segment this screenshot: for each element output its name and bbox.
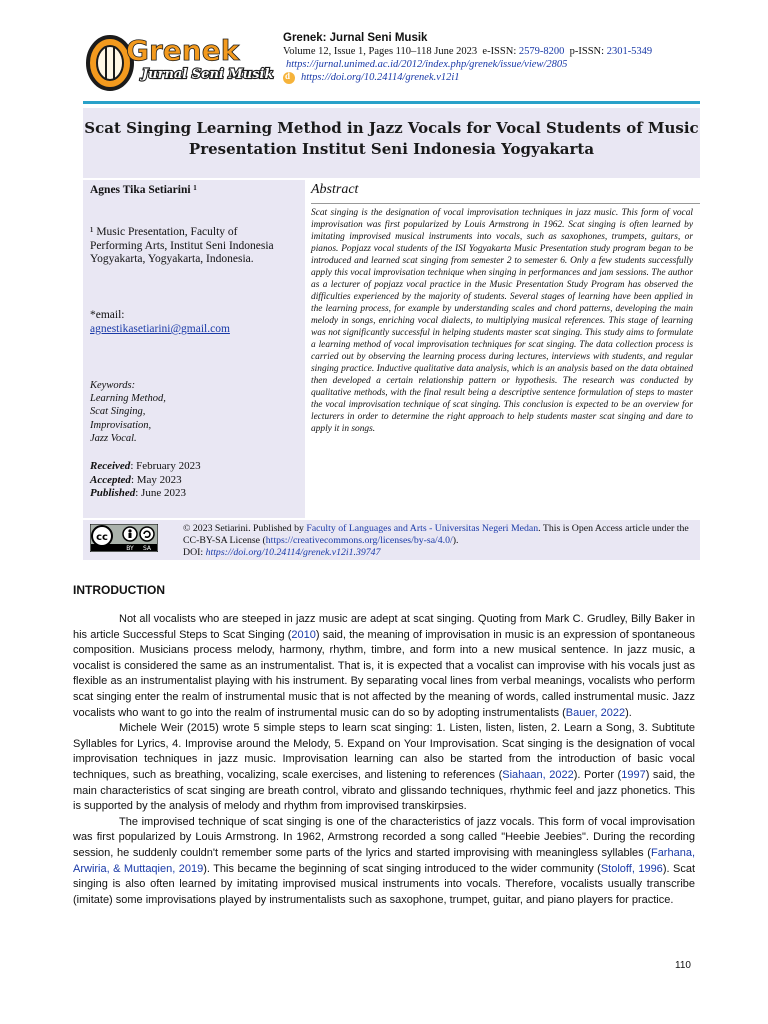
abstract-heading: Abstract — [311, 182, 359, 197]
citation-link[interactable]: Stoloff, 1996 — [600, 862, 663, 875]
page-number: 110 — [675, 960, 691, 971]
eissn-link[interactable]: 2579-8200 — [518, 46, 565, 57]
article-dates — [90, 460, 201, 501]
article-title: Scat Singing Learning Method in Jazz Vocals for Vocal Students of Music Presentation Institut Seni Indonesia Yogyakarta — [84, 119, 699, 158]
logo-sub-text: Jurnal Seni Musik — [142, 67, 274, 82]
citation-link[interactable]: 2010 — [291, 628, 316, 641]
email-link[interactable]: agnestikasetiarini@gmail.com — [90, 323, 230, 335]
email-label: *email: — [90, 309, 125, 321]
paragraph: The improvised technique of scat singing is one of the characteristics of jazz vocals. This form of vocal improvisation was first popularized by Louis Armstrong. In 1962, Armstrong recorded a song called "Heebie Jeebies". During the recording session, he suddenly couldn't remember some parts of the lyrics and started improvising with meaningless syllables (Farhana, Arwiria, & Muttaqien, 2019). This became the beginning of scat singing introduced to the wider community (Stoloff, 1996). Scat singing is also often learned by imitating improvised musical instruments into vocals. Therefore, vocalists usually transcribe (imitate) some improvisations played by instrumentalists such as saxophone, trumpet, guitar, and piano players for practice. — [73, 815, 696, 906]
body-text — [73, 612, 695, 908]
section-heading: INTRODUCTION — [73, 583, 165, 597]
doi-icon — [283, 72, 295, 84]
publisher-link[interactable]: Faculty of Languages and Arts - Universitas Negeri Medan — [306, 523, 539, 534]
journal-meta — [283, 32, 753, 84]
article-doi-link[interactable]: https://doi.org/10.24114/grenek.v12i1.39747 — [205, 547, 381, 558]
paragraph: Not all vocalists who are steeped in jazz music are adept at scat singing. Quoting from Mark C. Grudley, Billy Baker in his article Successful Steps to Scat Singing (2010) said, the meaning of improvisation in music is an expression of spontaneous composition. Musicians process melody, harmony, rhythm, timbre, and form into a new musical sentence. In jazz music, a vocalist is considered the same as an instrumentalist. That is, it is expected that a vocalist can improvise with his vocals just as flexible as an instrumentalist playing with his instrument. By separating vocal lines from verbal meanings, vocalists who perform scat singing enter the realm of instrumental music that is not affected by the meaning of words, called instrumental music. Jazz vocalists who want to go into the realm of instrumental music can do so by adopting instrumentalists (Bauer, 2022). — [73, 613, 695, 719]
keyword-item: Scat Singing, — [90, 406, 146, 418]
logo-main-text: Grenek — [126, 34, 240, 67]
author-affiliation: ¹ Music Presentation, Faculty of Performing Arts, Institut Seni Indonesia Yogyakarta, Yogyakarta, Indonesia. — [90, 226, 274, 265]
citation-link[interactable]: Siahaan, 2022 — [502, 768, 574, 781]
header-divider — [83, 101, 700, 104]
keywords-label: Keywords: — [90, 380, 136, 391]
keywords-block — [90, 379, 166, 445]
abstract-divider — [311, 203, 700, 204]
citation-link[interactable]: Bauer, 2022 — [565, 706, 626, 719]
author-name: Agnes Tika Setiarini ¹ — [90, 184, 197, 196]
sa-icon — [140, 527, 154, 541]
keyword-item: Improvisation, — [90, 419, 152, 431]
journal-issue-link[interactable]: https://jurnal.unimed.ac.id/2012/index.php/grenek/issue/view/2805 — [286, 59, 568, 70]
keyword-item: Learning Method, — [90, 393, 166, 405]
volume-line: Volume 12, Issue 1, Pages 110–118 June 2023 — [283, 46, 478, 57]
license-end: ). — [452, 535, 459, 546]
published-date: : June 2023 — [135, 487, 186, 499]
journal-name: Grenek: Jurnal Seni Musik — [283, 32, 428, 44]
eissn-label: e-ISSN: — [482, 46, 517, 57]
paragraph: Michele Weir (2015) wrote 5 simple steps to learn scat singing: 1. Listen, listen, listen, 2. Learn a Song, 3. Subtitute Syllables for Lyrics, 4. Improvise around the Melody, 5. Expand on Your Improvisation. Scat singing is the designation of vocal improvisation techniques in jazz music. Improvisation learning can also be started from the introduction of basic vocal techniques, such as breathing, vocalizing, scale exercises, and listening to references (Siahaan, 2022). Porter (1997) said, the main characteristics of scat singing are breath control, vibrato and glissando techniques, rhythmic feel and jazz phonetics. This is supported by the analysis of melody and rhythm from improvised transkirpsies. — [73, 722, 696, 813]
by-label: BY — [126, 545, 134, 552]
abstract-text: Scat singing is the designation of vocal improvisation techniques in jazz music. This form of vocal improvisation was first popularized by Louis Armstrong in 1962. Scat singing is often learned by imitating improvised musical instruments into vocals, such as saxophones, trumpets, guitars, or pianos. Popjazz vocal students of the ISI Yogyakarta Music Presentation study program began to be introduced and learned scat singing from semester 2 to semester 6. Only a few students successfully apply this vocal improvisation technique when singing in performances and jam sessions. The author as a lecturer of popjazz vocal practice in the Music Presentation Study Program has observed the difficulties experienced by the majority of students. Several stages of learning have been applied in the learning process, for example by understanding scales and chord patterns, developing the main melody in songs, enriching vocal dialects, to multiplying musical references. This stage of learning was not significantly successful in helping students master scat singing. This study aims to formulate a learning method of vocal improvisation techniques for scat singing. The data collection process is carried out by observing the learning process during lectures, interviews with students, and regular singing practice. Inductive qualitative data analysis, which is an analysis based on the data obtained then developed a certain relationship pattern or hypothesis. The research was conducted by qualitative methods, with the final result being a descriptive sentence formulation of steps to master the vocal improvisation technique of scat singing. This conclusion is expected to be an overview for lecturers in order to determine the right approach to help students master scat singing and dare to apply it in songs. — [311, 208, 693, 434]
license-copyright: © 2023 Setiarini. Published by — [183, 523, 307, 534]
keyword-item: Jazz Vocal. — [90, 432, 137, 444]
received-date: : February 2023 — [130, 460, 201, 472]
accepted-label: Accepted — [90, 473, 131, 486]
journal-logo — [86, 30, 276, 96]
citation-link[interactable]: Farhana, Arwiria, & Muttaqien, 2019 — [73, 846, 695, 875]
citation-link[interactable]: 1997 — [621, 768, 646, 781]
sa-label: SA — [142, 545, 152, 552]
volume-issn-line — [283, 45, 753, 58]
doi-link[interactable]: https://doi.org/10.24114/grenek.v12i1 — [301, 72, 460, 83]
license-text — [183, 523, 697, 559]
cc-by-sa-badge[interactable] — [90, 524, 158, 552]
doi-label: DOI: — [183, 547, 206, 558]
received-label: Received — [90, 460, 131, 472]
license-statement: . This is Open Access article under the CC-BY-SA License ( — [183, 523, 689, 546]
accepted-date: : May 2023 — [130, 473, 182, 486]
license-url-link[interactable]: https://creativecommons.org/licenses/by-sa/4.0/ — [265, 535, 453, 546]
published-label: Published — [90, 487, 136, 499]
pissn-label: p-ISSN: — [569, 46, 605, 57]
cc-label: cc — [96, 532, 108, 543]
pissn-link[interactable]: 2301-5349 — [606, 46, 653, 57]
